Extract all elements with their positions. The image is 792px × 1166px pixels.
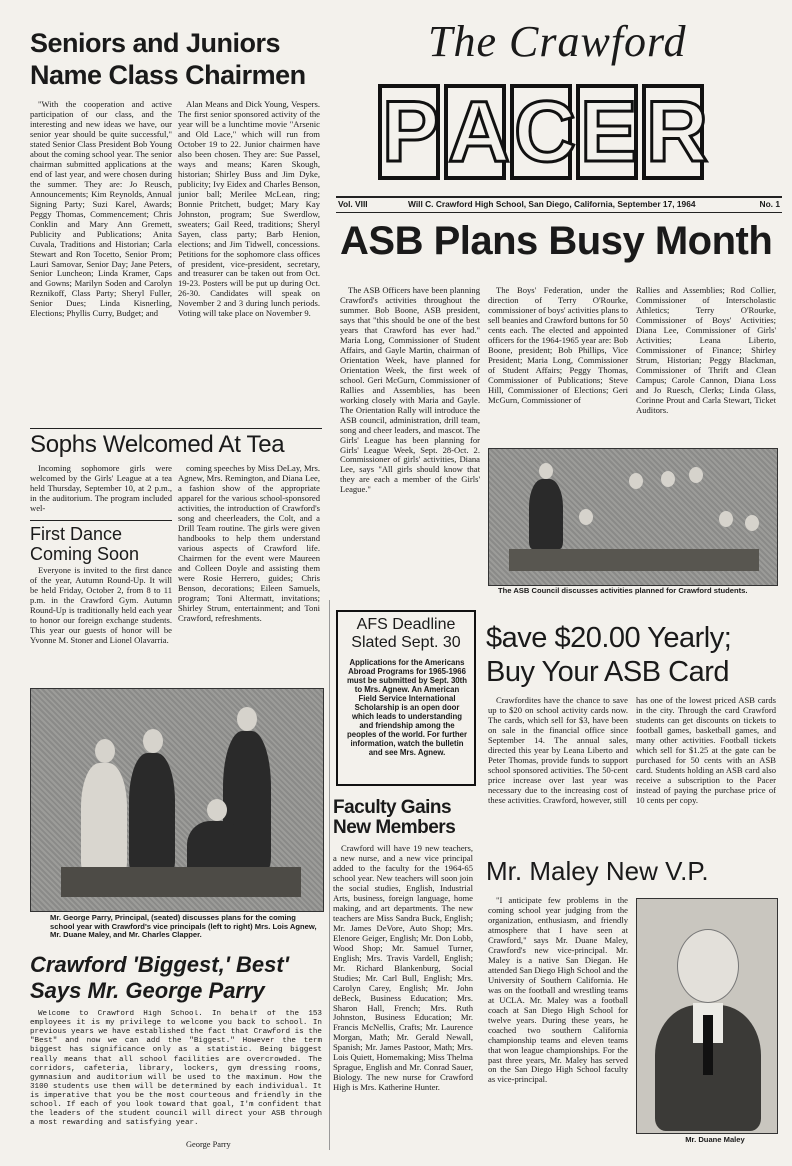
biggest-signature: George Parry bbox=[186, 1140, 231, 1149]
asb-council-photo bbox=[488, 448, 778, 586]
person-face bbox=[745, 515, 759, 531]
masthead bbox=[336, 16, 782, 216]
faculty-body: Crawford will have 19 new teachers, a new nurse, and a new vice principal added to the faculty for the 1964-65 school year. New teachers will soon join the social studies, English, Industrial Arts, business, foreign language, home making, and art departments. The new teachers are Miss Sandra Buck, English; Mr. James DeVore, Auto Shop; Mrs. Elenore Geiger, English; Mr. Don Lobb, Wood Shop; Mr. Samuel Turner, English; Mrs. Travis Vardell, English; Mr. Richard Blankenburg, Social Studies; Mr. Carl Bull, English; Mrs. Carolyn Carey, English; Mr. John deBeck, Business Education; Mrs. Sharon Hall, French; Mrs. Ruth Johnston, Business Education; Mr. Francis McNellis, Crafts; Mr. Laurence Morgan, Math; Mr. Gerald Newall, Spanish; Mr. James Pastoor, Math; Mrs. Lois Quiett, Homemaking; Miss Thelma Sprague, English and Mr. Conrad Sauer, Biology. The new nurse for Crawford High is Mrs. Katherine Hunter. bbox=[333, 844, 473, 1093]
seniors-headline-2: Name Class Chairmen bbox=[30, 60, 306, 90]
school-line: Will C. Crawford High School, San Diego, California, September 17, 1964 bbox=[408, 199, 696, 209]
masthead-rule-top bbox=[336, 196, 782, 198]
person-face bbox=[539, 463, 553, 479]
biggest-body: Welcome to Crawford High School. In behalf of the 153 employees it is my privilege to welcome you back to school. In previous years we have established the fact that Crawford is the "Best" and now we can add the "Biggest." However the term biggest has significance only as a statistic. Being biggest really means that all school facilities are overcrowded. The corridors, cafeteria, library, lockers, gym dressing rooms, gymnasium and auditorium will be used to the maximum. How the 3100 students use them will be determined by each individual. It is imperative that you be the most courteous and friendly in the school. If each of you look toward that goal, I'm confident that the leaders of the student council will direct your ASB through a most rewarding and satisfying year. bbox=[30, 1010, 322, 1128]
sophs-col-1: Incoming sophomore girls were welcomed by the Girls' League at a tea held Thursday, September 10, at 2 p.m., in the auditorium. The program included wel- bbox=[30, 464, 172, 513]
masthead-dateline bbox=[338, 199, 780, 209]
save-col-2: has one of the lowest priced ASB cards in the city. Through the card Crawford students can get discounts on tickets to football games, basketball games, and many other activities. Football tickets which sell for $1.25 at the gate can be purchased for 50 cents with an ASB card. Students holding an ASB card also receive a subscription to the Pacer instead of paying the purchase price of 10 cents per copy. bbox=[636, 696, 776, 805]
seniors-headline-1: Seniors and Juniors bbox=[30, 28, 281, 58]
necktie bbox=[703, 1015, 713, 1075]
parry-photo bbox=[30, 688, 324, 912]
person-body bbox=[129, 753, 175, 873]
faculty-headline-2: New Members bbox=[333, 817, 456, 838]
pacer-letter: C bbox=[510, 84, 572, 180]
column-divider bbox=[329, 600, 330, 1150]
maley-body: "I anticipate few problems in the coming school year judging from the organization, enthusiasm, and friendly atmosphere that I have seen at Crawford," says Mr. Duane Maley, Crawford's new vice-principal. Mr. Maley is a native San Diegan. He attended San Diego High School and the University of Southern California. He was on the football and wrestling teams at UCLA. Mr. Maley was a football coach at San Diego High School for twelve years. During these years, he coached two southern California championship teams and eleven teams that won league championships. For the past three years, Mr. Maley has served on the San Diego High School faculty as vice-principal. bbox=[488, 896, 628, 1085]
person-face bbox=[689, 467, 703, 483]
person-face bbox=[719, 511, 733, 527]
pacer-letter: R bbox=[642, 84, 704, 180]
save-headline-1: $ave $20.00 Yearly; bbox=[486, 622, 732, 654]
person-face bbox=[143, 729, 163, 753]
afs-box bbox=[336, 610, 476, 786]
maley-headline: Mr. Maley New V.P. bbox=[486, 856, 709, 886]
seniors-col-1: "With the cooperation and active participation of our class, and the interesting and new ideas we have, our senior year should be quite successful," stated Senior Class President Bob Young about the coming school year. The senior chairman submitted applications at the end of last year, and were chosen during the summer. They are: Jo Reusch, Announcements; Kim Reynolds, Annual Signing Party; Suzi Karel, Awards; Peggy Thomas, Commencement; Chris Conklin and Mary Ann Gremett, Publicity and Publications; Anita Cuvala, Traditions and Historian; Carla Stewart and Ron Tocetto, Senior Prom; Lauri Samovar, Senior Day; Jane Peters, Senior Luncheon; Linda Kramer, Caps and Gowns; Marilyn Soden and Carolyn Reznikoff, Class Party; Sheryl Fuller, Senior Dues; Linda Kisnerling, Elections; Phyllis Curry, Budget; and bbox=[30, 100, 172, 319]
masthead-rule-bottom bbox=[336, 212, 782, 213]
person-face bbox=[237, 707, 257, 731]
pacer-letter: A bbox=[444, 84, 506, 180]
asb-col-3: Rallies and Assemblies; Rod Collier, Commissioner of Interscholastic Athletics; Terry O'Rourke, Commissioner of Boys' Activities; Diana Lee, Commissioner of Girls' Activities; Leana Liberto, Commissioner of Finance; Shirley Strum, Historian; Peggy Blackman, Commissioner of Thrift and Clean Campus; Carole Cannon, Diana Loss and Jo Ruesch, Clerks; Linda Glass, Corinne Prout and Carla Stewart, Ticket Auditors. bbox=[636, 286, 776, 415]
person-body bbox=[529, 479, 563, 549]
volume-label: Vol. VIII bbox=[338, 199, 368, 209]
divider bbox=[30, 520, 172, 521]
pacer-letter: P bbox=[378, 84, 440, 180]
first-dance-headline-2: Coming Soon bbox=[30, 544, 140, 564]
biggest-headline-2: Says Mr. George Parry bbox=[30, 978, 265, 1003]
parry-photo-caption: Mr. George Parry, Principal, (seated) discusses plans for the coming school year with Crawford's vice principals (left to right) Mrs. Lois Agnew, Mr. Duane Maley, and Mr. Charles Clapper. bbox=[50, 914, 317, 940]
masthead-pacer-logo bbox=[378, 84, 708, 180]
save-headline-2: Buy Your ASB Card bbox=[486, 656, 729, 688]
sophs-headline: Sophs Welcomed At Tea bbox=[30, 431, 285, 458]
masthead-the-crawford: The Crawford bbox=[428, 17, 687, 66]
person-face bbox=[677, 929, 739, 1003]
table bbox=[509, 549, 759, 571]
first-dance-body: Everyone is invited to the first dance of the year, Autumn Round-Up. It will be held Friday, October 2, from 8 to 11 p.m. in the Crawford Gym. Autumn Round-Up is traditionally held each year to honor our foreign exchange students. This year our guests of honor will be Yvonne M. Stoner and Lionel Olavarria. bbox=[30, 566, 172, 645]
save-col-1: Crawfordites have the chance to save up to $20 on school activity cards now. The cards, which sell for $3, have been on sale in the financial office since September 14. The annual sales, directed this year by Leana Liberto and Peter Thomas, provide funds to support school sponsored activities. The 50-cent price increase over last year was necessary due to the increasing cost of these activities. Crawford, however, still bbox=[488, 696, 628, 805]
person-body bbox=[81, 763, 127, 873]
person-face bbox=[629, 473, 643, 489]
person-face bbox=[661, 471, 675, 487]
desk bbox=[61, 867, 301, 897]
person-face bbox=[95, 739, 115, 763]
biggest-headline-1: Crawford 'Biggest,' Best' bbox=[30, 952, 289, 977]
afs-headline-1: AFS Deadline bbox=[356, 616, 456, 633]
seniors-col-2: Alan Means and Dick Young, Vespers. The first senior sponsored activity of the year will be a lunchtime movie "Arsenic and Old Lace," which will run from October 19 to 22. Junior chairmen have also been chosen. They are: Sue Passel, ways and means; Karen Skough, historian; Shirley Buss and Jim Dyke, publicity; Ivy Eidex and Charles Benson, junior ball; Merilee McLean, ring; Bonnie Pritchett, budget; Mary Kay Johnston, program; Sue Swerdlow, sweaters; Gail Reed, traditions; Sheryl Sayen, class party; Barb Henion, elections; and Jim Tidwell, concessions. Petitions for the sophomore class offices of president, vice-president, secretary, and treasurer can be taken out from Oct. 19-23. Posters will be put up during Oct. 26-30. Candidates will speak on November 2 and 3 during lunch periods. Voting will take place on November 9. bbox=[178, 100, 320, 319]
sophs-col-2: coming speeches by Miss DeLay, Mrs. Agnew, Mrs. Remington, and Diana Lee, a fashion show of the appropriate apparel for the various school-sponsored activities, the introduction of Crawford's song and cheerleaders, the Colt, and a Drill Team routine. The girls were given handbooks to help them understand various aspects of Crawford life. Chairmen for the event were Maureen and Colleen Doyle and assisting them were Rosie Herrero, guides; Chris Benson, decorations; Eileen Samuels, program; Toni Altermatt, invitations; Shirley Strum, entertainment; and Toni Crawford, refreshments. bbox=[178, 464, 320, 623]
maley-photo bbox=[636, 898, 778, 1134]
faculty-headline-1: Faculty Gains bbox=[333, 797, 452, 818]
person-face bbox=[579, 509, 593, 525]
divider bbox=[30, 428, 322, 429]
maley-photo-caption: Mr. Duane Maley bbox=[685, 1135, 745, 1144]
person-face bbox=[207, 799, 227, 821]
asb-headline: ASB Plans Busy Month bbox=[340, 219, 773, 263]
pacer-letter: E bbox=[576, 84, 638, 180]
asb-col-2: The Boys' Federation, under the direction of Terry O'Rourke, commissioner of boys' activities plans to sell beanies and Crawford buttons for 50 cents each. The elected and appointed officers for the 1964-1965 year are: Bob Boone, president; Bob Phillips, Vice President; Maria Long, Commissioner of Student Affairs; Peggy Thomas, Commissioner of Publications; Steve Hill, Commissioner of Elections; Geri McGurn, Commissioner of bbox=[488, 286, 628, 405]
afs-headline-2: Slated Sept. 30 bbox=[351, 634, 461, 651]
afs-body: Applications for the Americans Abroad Programs for 1965-1966 must be submitted by Sept. 30th to Mrs. Agnew. An American Field Service International Scholarship is an open door which leads to understanding and friendship among the peoples of the world. For further information, watch the bulletin and see Mrs. Agnew. bbox=[346, 658, 467, 758]
first-dance-headline-1: First Dance bbox=[30, 524, 123, 544]
issue-label: No. 1 bbox=[759, 199, 780, 209]
asb-photo-caption: The ASB Council discusses activities planned for Crawford students. bbox=[498, 587, 748, 595]
asb-col-1: The ASB Officers have been planning Crawford's activities throughout the summer. Bob Boone, ASB president, says that "this should be one of the best years that Crawford has ever had." Maria Long, Commissioner of Student Affairs, and Gayle Martin, chairman of Orientation Week, have planned for Orientation Week, the first week of school. Geri McGurn, Commissioner of Rallies and Assemblies, has been working closely with Maria and Gayle. The Orientation Rally will introduce the ASB council, administration, drill team, song and cheer leaders, and mascot. The Girls' League has been planning for Girls' League Week, Sept. 28-Oct. 2. Commissioner of girls' activities, Diana Lee, says "All girls should know that they are each a member of the Girls' League." bbox=[340, 286, 480, 495]
